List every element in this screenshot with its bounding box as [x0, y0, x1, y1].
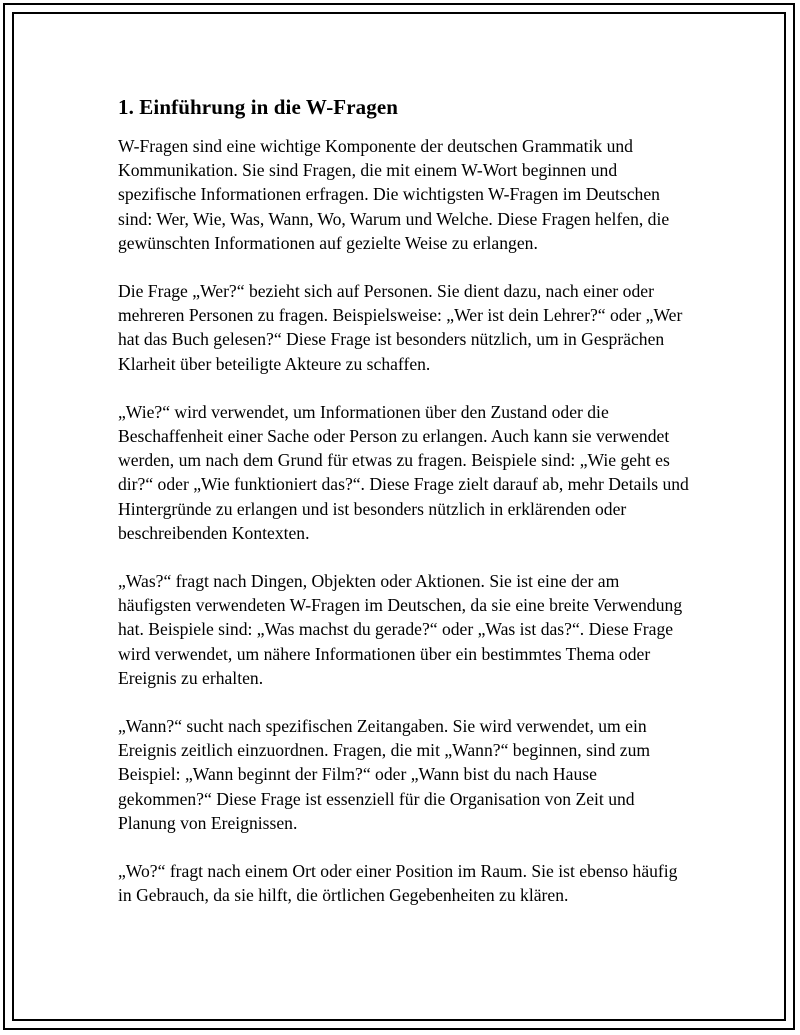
paragraph-intro: W-Fragen sind eine wichtige Komponente der deutschen Grammatik und Kommunikation. Sie sind Fragen, die mit einem W-Wort beginnen und spezifische Informationen erfragen. Die wichtigsten W-Fragen im Deutschen sind: Wer, Wie, Was, Wann, Wo, Warum und Welche. Diese Fragen helfen, die gewünschten Informationen auf gezielte Weise zu erlangen.: [118, 136, 670, 253]
paragraph-wer: Die Frage „Wer?“ bezieht sich auf Personen. Sie dient dazu, nach einer oder mehreren Personen zu fragen. Beispielsweise: „Wer ist dein Lehrer?“ oder „Wer hat das Buch gelesen?“ Diese Frage ist besonders nützlich, um in Gesprächen Klarheit über beteiligte Akteure zu schaffen.: [118, 281, 683, 374]
paragraph-wann: „Wann?“ sucht nach spezifischen Zeitangaben. Sie wird verwendet, um ein Ereignis zeitlich einzuordnen. Fragen, die mit „Wann?“ beginnen, sind zum Beispiel: „Wann beginnt der Film?“ oder „Wann bist du nach Hause gekommen?“ Diese Frage ist essenziell für die Organisation von Zeit und Planung von Ereignissen.: [118, 716, 651, 833]
paragraph-wo: „Wo?“ fragt nach einem Ort oder einer Position im Raum. Sie ist ebenso häufig in Gebrauch, da sie hilft, die örtlichen Gegebenheiten zu klären.: [118, 861, 678, 906]
paragraph-wie: „Wie?“ wird verwendet, um Informationen über den Zustand oder die Beschaffenheit einer Sache oder Person zu erlangen. Auch kann sie verwendet werden, um nach dem Grund für etwas zu fragen. Beispiele sind: „Wie geht es dir?“ oder „Wie funktioniert das?“. Diese Frage zielt darauf ab, mehr Details und Hintergründe zu erlangen und ist besonders nützlich in erklärenden oder beschreibenden Kontexten.: [118, 401, 689, 543]
paragraph-was: „Was?“ fragt nach Dingen, Objekten oder Aktionen. Sie ist eine der am häufigsten verwendeten W-Fragen im Deutschen, da sie eine breite Verwendung hat. Beispiele sind: „Was machst du gerade?“ oder „Was ist das?“. Diese Frage wird verwendet, um nähere Informationen über ein bestimmtes Thema oder Ereignis zu erhalten.: [118, 571, 683, 688]
document-body: [118, 94, 690, 931]
section-title: 1. Einführung in die W-Fragen: [118, 95, 399, 119]
